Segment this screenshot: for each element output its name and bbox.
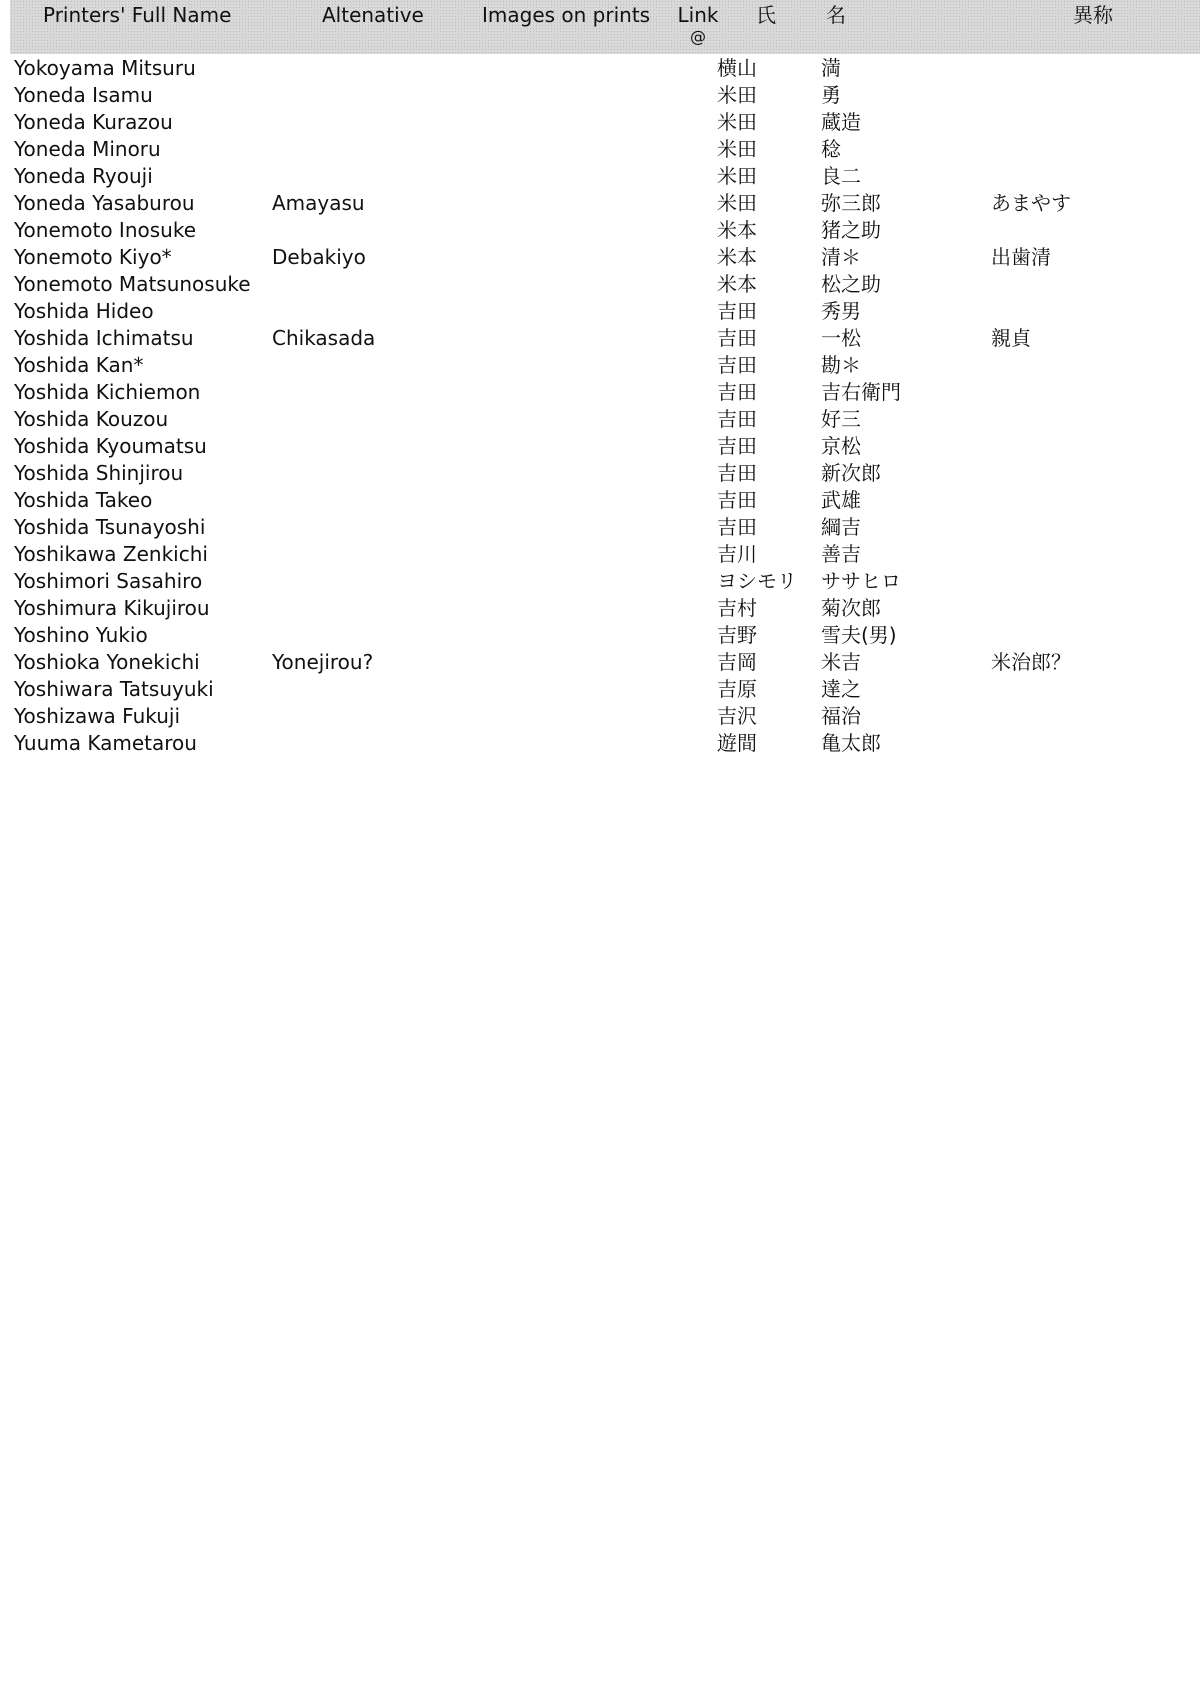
header-images-on-prints: Images on prints [482,3,651,27]
table-row [0,541,1200,568]
alternative-name-japanese: 出歯清 [991,245,1051,269]
surname-japanese: 吉田 [717,380,757,404]
given-name-japanese: 勘＊ [821,353,861,377]
table-row [0,703,1200,730]
given-name-japanese: 好三 [821,407,861,431]
given-name-japanese: 雪夫(男) [821,623,897,647]
surname-japanese: 吉田 [717,488,757,512]
printer-name: Yokoyama Mitsuru [14,56,196,80]
printer-name: Yoneda Isamu [14,83,153,107]
printer-name: Yoneda Ryouji [14,164,153,188]
printer-name: Yoneda Minoru [14,137,161,161]
surname-japanese: 米本 [717,218,757,242]
printer-list [0,55,1200,757]
header-full-name: Printers' Full Name [43,3,232,27]
given-name-japanese: 松之助 [821,272,881,296]
table-row [0,568,1200,595]
table-row [0,244,1200,271]
header-link [673,3,723,47]
header-mei: 名 [826,3,846,27]
surname-japanese: ヨシモリ [717,569,797,593]
table-row [0,730,1200,757]
surname-japanese: 吉岡 [717,650,757,674]
given-name-japanese: 勇 [821,83,841,107]
surname-japanese: 米田 [717,137,757,161]
printer-name: Yoshino Yukio [14,623,148,647]
table-row [0,163,1200,190]
surname-japanese: 吉原 [717,677,757,701]
printer-name: Yoshiwara Tatsuyuki [14,677,214,701]
surname-japanese: 米本 [717,245,757,269]
given-name-japanese: 弥三郎 [821,191,881,215]
surname-japanese: 米本 [717,272,757,296]
printer-name: Yoshida Shinjirou [14,461,184,485]
printer-name: Yoneda Yasaburou [14,191,195,215]
table-row [0,271,1200,298]
header-uji: 氏 [756,3,776,27]
given-name-japanese: 善吉 [821,542,861,566]
table-row [0,676,1200,703]
given-name-japanese: 良二 [821,164,861,188]
surname-japanese: 米田 [717,83,757,107]
surname-japanese: 遊間 [717,731,757,755]
table-row [0,352,1200,379]
surname-japanese: 米田 [717,110,757,134]
alternative-name-japanese: 親貞 [991,326,1031,350]
given-name-japanese: 稔 [821,137,841,161]
surname-japanese: 吉田 [717,461,757,485]
surname-japanese: 吉田 [717,326,757,350]
given-name-japanese: 米吉 [821,650,861,674]
given-name-japanese: 猪之助 [821,218,881,242]
surname-japanese: 横山 [717,56,757,80]
printer-name: Yoshida Kyoumatsu [14,434,207,458]
given-name-japanese: 秀男 [821,299,861,323]
surname-japanese: 吉田 [717,299,757,323]
alternative-name: Chikasada [272,326,376,350]
table-row [0,460,1200,487]
printer-name: Yonemoto Kiyo* [14,245,172,269]
alternative-name: Yonejirou? [272,650,374,674]
given-name-japanese: 武雄 [821,488,861,512]
given-name-japanese: ササヒロ [821,569,901,593]
table-row [0,622,1200,649]
surname-japanese: 吉田 [717,407,757,431]
surname-japanese: 吉村 [717,596,757,620]
printer-name: Yuuma Kametarou [14,731,197,755]
header-ishou: 異称 [1073,3,1113,27]
printer-name: Yoshida Kichiemon [14,380,201,404]
table-row [0,82,1200,109]
surname-japanese: 吉川 [717,542,757,566]
given-name-japanese: 京松 [821,434,861,458]
surname-japanese: 吉沢 [717,704,757,728]
printer-name: Yonemoto Matsunosuke [14,272,251,296]
printer-name: Yoshida Tsunayoshi [14,515,206,539]
given-name-japanese: 亀太郎 [821,731,881,755]
table-row [0,379,1200,406]
alternative-name-japanese: あまやす [991,191,1071,215]
surname-japanese: 吉田 [717,434,757,458]
surname-japanese: 米田 [717,164,757,188]
alternative-name-japanese: 米治郎？ [991,650,1071,674]
printer-name: Yoshida Kan* [14,353,144,377]
printer-name: Yoshimura Kikujirou [14,596,210,620]
table-row [0,136,1200,163]
given-name-japanese: 福治 [821,704,861,728]
given-name-japanese: 蔵造 [821,110,861,134]
printer-name: Yoshida Takeo [14,488,153,512]
table-row [0,649,1200,676]
table-row [0,109,1200,136]
table-row [0,298,1200,325]
table-row [0,433,1200,460]
printer-name: Yonemoto Inosuke [14,218,197,242]
surname-japanese: 吉田 [717,353,757,377]
table-header [10,0,1200,54]
printer-name: Yoshida Kouzou [14,407,169,431]
header-alternative: Altenative [322,3,424,27]
header-link-label: Link [677,3,719,27]
surname-japanese: 吉田 [717,515,757,539]
printer-name: Yoshida Hideo [14,299,154,323]
table-row [0,595,1200,622]
given-name-japanese: 菊次郎 [821,596,881,620]
alternative-name: Debakiyo [272,245,366,269]
surname-japanese: 米田 [717,191,757,215]
printer-name: Yoneda Kurazou [14,110,173,134]
given-name-japanese: 達之 [821,677,861,701]
table-row [0,487,1200,514]
table-row [0,406,1200,433]
alternative-name: Amayasu [272,191,365,215]
table-row [0,325,1200,352]
given-name-japanese: 綱吉 [821,515,861,539]
surname-japanese: 吉野 [717,623,757,647]
table-row [0,217,1200,244]
given-name-japanese: 新次郎 [821,461,881,485]
given-name-japanese: 吉右衛門 [821,380,901,404]
printer-name: Yoshida Ichimatsu [14,326,194,350]
printer-name: Yoshioka Yonekichi [14,650,200,674]
table-row [0,514,1200,541]
header-link-at: @ [690,27,706,46]
table-row [0,190,1200,217]
printer-name: Yoshikawa Zenkichi [14,542,208,566]
printer-name: Yoshimori Sasahiro [14,569,203,593]
given-name-japanese: 満 [821,56,841,80]
printer-name: Yoshizawa Fukuji [14,704,181,728]
given-name-japanese: 一松 [821,326,861,350]
given-name-japanese: 清＊ [821,245,861,269]
table-row [0,55,1200,82]
